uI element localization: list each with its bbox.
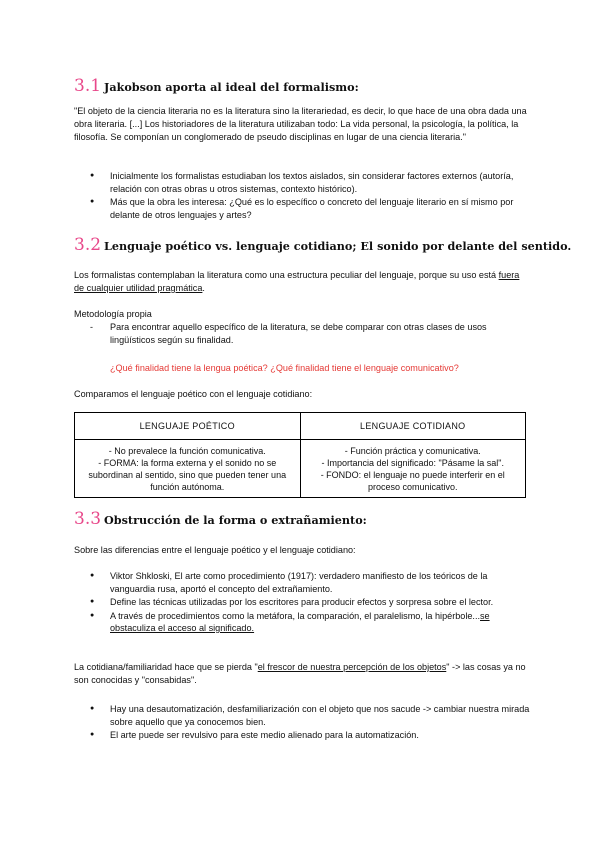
cell-line: - No prevalece la función comunicativa.	[108, 446, 266, 456]
list-item: ● Define las técnicas utilizadas por los escritores para producir efectos y sorpresa sobre el lector.	[90, 596, 530, 609]
section-heading-3-3	[74, 509, 367, 529]
list-item: ● Viktor Shkloski, El arte como procedimiento (1917): verdadero manifiesto de los teóricos de la vanguardia rusa, aportó el concepto del extrañamiento.	[90, 570, 530, 595]
section-title: Lenguaje poético vs. lenguaje cotidiano; El sonido por delante del sentido.	[104, 239, 572, 253]
intro-paragraph	[74, 269, 530, 295]
question-line: ¿Qué finalidad tiene la lengua poética? ¿Qué finalidad tiene el lenguaje comunicativo?	[110, 363, 459, 373]
section-number: 3.1	[74, 76, 102, 96]
section-heading-3-1	[74, 76, 359, 96]
intro-paragraph-3-3: Sobre las diferencias entre el lenguaje poético y el lenguaje cotidiano:	[74, 545, 356, 555]
cell-line: - Función práctica y comunicativa.	[344, 446, 481, 456]
item-text: A través de procedimientos como la metáfora, la comparación, el paralelismo, la hipérbole...	[110, 610, 480, 621]
section-title: Jakobson aporta al ideal del formalismo:	[104, 80, 359, 94]
familiaridad-paragraph	[74, 661, 530, 687]
metodologia-label: Metodología propia	[74, 309, 152, 319]
comparison-table	[74, 412, 526, 498]
section-number: 3.3	[74, 509, 102, 529]
section-title: Obstrucción de la forma o extrañamiento:	[104, 513, 367, 527]
cell-line: - Importancia del significado: "Pásame la sal".	[321, 458, 504, 468]
intro-end: .	[202, 283, 205, 293]
list-item: ● Más que la obra les interesa: ¿Qué es lo específico o concreto del lenguaje literario en sí mismo por delante de otros lenguajes y artes?	[90, 196, 530, 221]
underlined-phrase: fuera de cualquier utilidad pragmática	[74, 270, 520, 293]
cell-line: - FONDO: el lenguaje no puede interferir en el proceso comunicativo.	[320, 470, 505, 492]
list-item: - Para encontrar aquello específico de la literatura, se debe comparar con otras clases de usos lingüísticos según su finalidad.	[90, 321, 530, 346]
list-item: ● Hay una desautomatización, desfamiliarización con el objeto que nos sacude -> cambiar nuestra mirada sobre aquello que ya conocemos bien.	[90, 703, 530, 728]
underlined-phrase: se obstaculiza el acceso al significado.	[110, 610, 490, 633]
bullet-list-3-1	[90, 170, 530, 221]
paragraph-text-end: " -> las cosas ya no son conocidas y "consabidas".	[74, 662, 526, 685]
cell-line: - FORMA: la forma externa y el sonido no se subordinan al sentido, sino que pueden tener una función autónoma.	[88, 458, 287, 492]
dash-list	[90, 321, 530, 346]
bullet-list-3-3-b	[90, 703, 530, 742]
table-cell-cotidiano	[300, 440, 526, 498]
list-item	[90, 610, 530, 635]
section-number: 3.2	[74, 235, 102, 255]
section-heading-3-2	[74, 235, 571, 255]
compare-line: Comparamos el lenguaje poético con el lenguaje cotidiano:	[74, 389, 313, 399]
list-item: ● El arte puede ser revulsivo para este medio alienado para la automatización.	[90, 729, 530, 742]
underlined-phrase: el frescor de nuestra percepción de los objetos	[257, 662, 447, 672]
list-item: ● Inicialmente los formalistas estudiaban los textos aislados, sin considerar factores externos (autoría, relación con otras obras u otros sistemas, contexto histórico).	[90, 170, 530, 195]
table-header-cotidiano: LENGUAJE COTIDIANO	[300, 413, 526, 440]
table-header-poetico: LENGUAJE POÉTICO	[75, 413, 301, 440]
bullet-list-3-3	[90, 570, 530, 635]
paragraph-text: La cotidiana/familiaridad hace que se pierda "	[74, 662, 258, 672]
table-cell-poetico	[75, 440, 301, 498]
intro-text: Los formalistas contemplaban la literatura como una estructura peculiar del lenguaje, porque su uso está	[74, 270, 499, 280]
quote-paragraph: "El objeto de la ciencia literaria no es la literatura sino la literariedad, es decir, lo que hace de una obra dada una obra literaria. [...] Los historiadores de la literatura utilizaban todo: La vida personal, la psicología, la política, la filosofía. Se componían un conglomerado de pseudo disciplinas en lugar de una ciencia literaria."	[74, 106, 527, 142]
